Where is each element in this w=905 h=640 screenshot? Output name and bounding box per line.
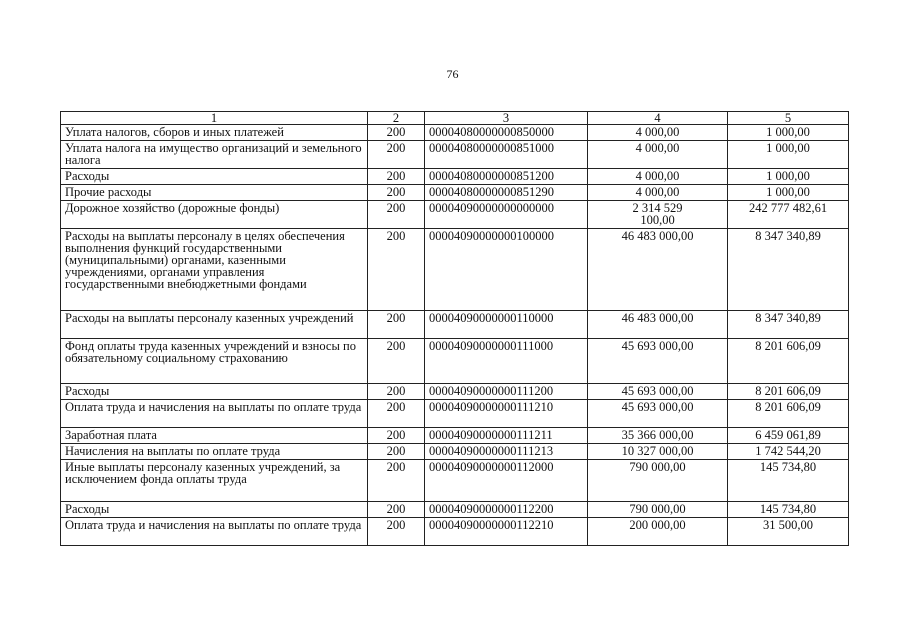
row-kbk: 00004090000000111213 — [425, 444, 588, 460]
page-number: 76 — [446, 67, 459, 81]
row-name: Оплата труда и начисления на выплаты по оплате труда — [61, 518, 368, 546]
row-code: 200 — [368, 339, 425, 384]
table-row — [61, 460, 849, 502]
row-name: Оплата труда и начисления на выплаты по оплате труда — [61, 400, 368, 428]
row-name: Расходы на выплаты персоналу казенных учреждений — [61, 311, 368, 339]
header-col-5: 5 — [728, 112, 849, 125]
row-code: 200 — [368, 141, 425, 169]
row-plan: 45 693 000,00 — [588, 400, 728, 428]
row-fact: 145 734,80 — [728, 502, 849, 518]
row-fact: 1 742 544,20 — [728, 444, 849, 460]
table-row — [61, 444, 849, 460]
row-plan: 790 000,00 — [588, 502, 728, 518]
row-kbk: 00004090000000111200 — [425, 384, 588, 400]
row-fact: 31 500,00 — [728, 518, 849, 546]
row-code: 200 — [368, 518, 425, 546]
table-row — [61, 502, 849, 518]
row-code: 200 — [368, 185, 425, 201]
row-fact: 1 000,00 — [728, 125, 849, 141]
row-fact: 1 000,00 — [728, 185, 849, 201]
row-kbk: 00004080000000851200 — [425, 169, 588, 185]
row-fact: 8 201 606,09 — [728, 400, 849, 428]
row-code: 200 — [368, 311, 425, 339]
row-code: 200 — [368, 125, 425, 141]
table-row — [61, 311, 849, 339]
row-plan: 2 314 529 100,00 — [588, 201, 728, 229]
row-name: Расходы — [61, 502, 368, 518]
row-fact: 242 777 482,61 — [728, 201, 849, 229]
row-plan: 10 327 000,00 — [588, 444, 728, 460]
row-fact: 1 000,00 — [728, 169, 849, 185]
row-code: 200 — [368, 428, 425, 444]
header-col-3: 3 — [425, 112, 588, 125]
row-kbk: 00004080000000851000 — [425, 141, 588, 169]
row-fact: 1 000,00 — [728, 141, 849, 169]
row-name: Иные выплаты персоналу казенных учреждений, за исключением фонда оплаты труда — [61, 460, 368, 502]
row-kbk: 00004090000000000000 — [425, 201, 588, 229]
row-name: Дорожное хозяйство (дорожные фонды) — [61, 201, 368, 229]
row-name: Заработная плата — [61, 428, 368, 444]
row-code: 200 — [368, 502, 425, 518]
header-row — [61, 112, 849, 125]
row-kbk: 00004090000000111210 — [425, 400, 588, 428]
header-col-2: 2 — [368, 112, 425, 125]
row-plan: 4 000,00 — [588, 125, 728, 141]
row-name: Начисления на выплаты по оплате труда — [61, 444, 368, 460]
row-plan: 790 000,00 — [588, 460, 728, 502]
row-plan: 4 000,00 — [588, 169, 728, 185]
table-row — [61, 518, 849, 546]
row-kbk: 00004090000000110000 — [425, 311, 588, 339]
row-kbk: 00004080000000850000 — [425, 125, 588, 141]
row-kbk: 00004080000000851290 — [425, 185, 588, 201]
table-row — [61, 428, 849, 444]
row-code: 200 — [368, 201, 425, 229]
row-name: Прочие расходы — [61, 185, 368, 201]
row-name: Расходы — [61, 384, 368, 400]
row-name: Расходы — [61, 169, 368, 185]
row-plan: 46 483 000,00 — [588, 311, 728, 339]
row-fact: 8 347 340,89 — [728, 229, 849, 311]
table-row — [61, 384, 849, 400]
header-col-1: 1 — [61, 112, 368, 125]
row-code: 200 — [368, 444, 425, 460]
table-row — [61, 201, 849, 229]
table-row — [61, 125, 849, 141]
row-name: Расходы на выплаты персоналу в целях обеспечения выполнения функций государственными (муниципальными) органами, казенными учреждениями, органами управления государственными внебюджетными фондами — [61, 229, 368, 311]
row-kbk: 00004090000000112000 — [425, 460, 588, 502]
row-name: Уплата налогов, сборов и иных платежей — [61, 125, 368, 141]
row-plan: 45 693 000,00 — [588, 384, 728, 400]
header-col-4: 4 — [588, 112, 728, 125]
row-kbk: 00004090000000111000 — [425, 339, 588, 384]
row-fact: 6 459 061,89 — [728, 428, 849, 444]
row-fact: 8 201 606,09 — [728, 339, 849, 384]
row-plan: 200 000,00 — [588, 518, 728, 546]
row-name: Уплата налога на имущество организаций и земельного налога — [61, 141, 368, 169]
row-kbk: 00004090000000112210 — [425, 518, 588, 546]
table-row — [61, 400, 849, 428]
table-row — [61, 339, 849, 384]
row-plan: 45 693 000,00 — [588, 339, 728, 384]
row-fact: 8 347 340,89 — [728, 311, 849, 339]
budget-table — [60, 111, 849, 546]
row-fact: 8 201 606,09 — [728, 384, 849, 400]
row-name: Фонд оплаты труда казенных учреждений и взносы по обязательному социальному страхованию — [61, 339, 368, 384]
row-code: 200 — [368, 384, 425, 400]
row-plan: 4 000,00 — [588, 185, 728, 201]
table-row — [61, 141, 849, 169]
row-fact: 145 734,80 — [728, 460, 849, 502]
row-plan: 4 000,00 — [588, 141, 728, 169]
row-code: 200 — [368, 460, 425, 502]
row-code: 200 — [368, 400, 425, 428]
row-plan: 35 366 000,00 — [588, 428, 728, 444]
row-plan: 46 483 000,00 — [588, 229, 728, 311]
row-kbk: 00004090000000100000 — [425, 229, 588, 311]
row-code: 200 — [368, 229, 425, 311]
row-kbk: 00004090000000111211 — [425, 428, 588, 444]
table-row — [61, 229, 849, 311]
table-row — [61, 169, 849, 185]
table-row — [61, 185, 849, 201]
row-kbk: 00004090000000112200 — [425, 502, 588, 518]
table-body — [61, 125, 849, 546]
row-code: 200 — [368, 169, 425, 185]
